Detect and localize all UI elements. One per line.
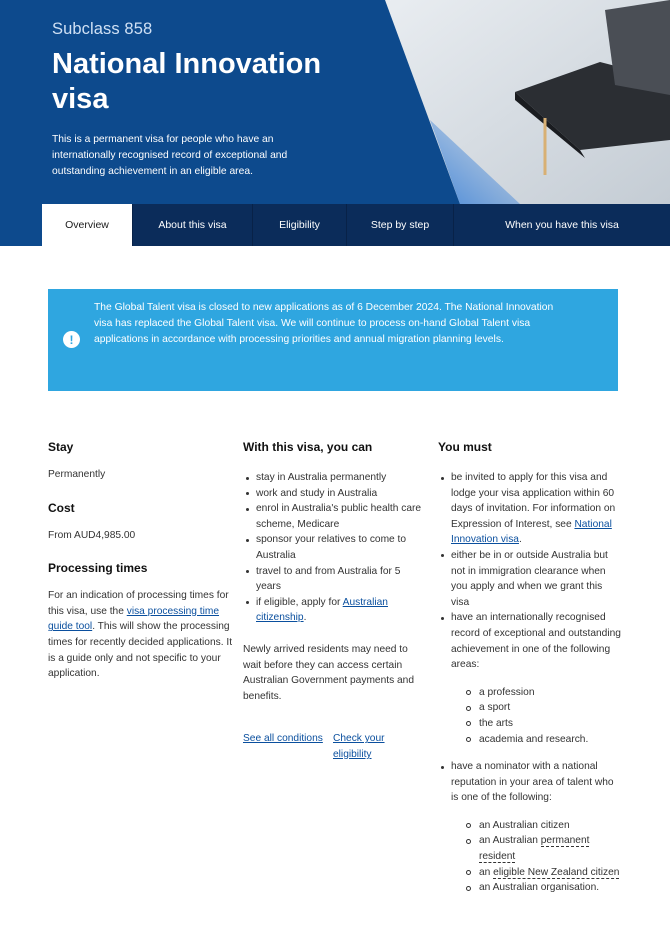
check-eligibility-link[interactable]: Check your eligibility bbox=[333, 733, 385, 760]
list-item: work and study in Australia bbox=[243, 486, 423, 502]
page-title: National Innovation visa bbox=[52, 48, 322, 115]
list-item: sponsor your relatives to come to Australia bbox=[243, 532, 423, 563]
visa-subclass: Subclass 858 bbox=[52, 20, 153, 38]
eligible-nz-citizen-term[interactable]: eligible New Zealand citizen bbox=[493, 866, 620, 878]
you-must bbox=[438, 440, 623, 908]
tab-overview[interactable]: Overview bbox=[42, 204, 133, 246]
hero-description: This is a permanent visa for people who have an internationally recognised record of exceptional and outstanding achievement in an eligible area. bbox=[52, 134, 288, 177]
list-item: academia and research. bbox=[451, 732, 623, 748]
list-item: an eligible New Zealand citizen bbox=[451, 865, 623, 881]
tab-about-this-visa[interactable]: About this visa bbox=[133, 204, 253, 246]
alert-text: The Global Talent visa is closed to new applications as of 6 December 2024. The National Innovation visa has replaced the Global Talent visa. We will continue to process on-hand Global Talent visa applications in accordance with processing priorities and annual migration planning levels. bbox=[94, 302, 554, 345]
stay-heading: Stay bbox=[48, 440, 74, 454]
tab-eligibility[interactable]: Eligibility bbox=[253, 204, 347, 246]
permanent-resident-term[interactable]: permanent resident bbox=[479, 835, 590, 863]
areas-list bbox=[451, 685, 623, 747]
list-item: a sport bbox=[451, 700, 623, 716]
list-item: be invited to apply for this visa and lodge your visa application within 60 days of invitation. For information on Expression of Interest, see National Innovation visa. bbox=[438, 470, 623, 548]
conditions-links bbox=[243, 731, 423, 762]
list-item: if eligible, apply for Australian citizenship. bbox=[243, 595, 423, 626]
tab-bar bbox=[42, 204, 670, 246]
list-item: either be in or outside Australia but not in immigration clearance when you apply and when we grant this visa bbox=[438, 548, 623, 610]
list-item: an Australian permanent resident bbox=[451, 833, 623, 864]
list-item: have a nominator with a national reputation in your area of talent who is one of the following: an Australian citizen an Australian permanent resident an eligible New Zealand citizen an Australian organisation. bbox=[438, 759, 623, 896]
tab-when-you-have-this-visa[interactable]: When you have this visa bbox=[505, 219, 619, 231]
cost-heading: Cost bbox=[48, 500, 75, 515]
requirements-list bbox=[438, 470, 623, 896]
list-item: a profession bbox=[451, 685, 623, 701]
list-item: travel to and from Australia for 5 years bbox=[243, 564, 423, 595]
tab-step-by-step[interactable]: Step by step bbox=[347, 204, 454, 246]
benefits-list bbox=[243, 470, 423, 626]
processing-time-guide-link[interactable]: visa processing time guide tool bbox=[48, 605, 220, 633]
visa-summary bbox=[48, 440, 233, 682]
citizenship-link[interactable]: Australian citizenship bbox=[256, 596, 388, 624]
national-innovation-visa-link[interactable]: National Innovation visa bbox=[451, 518, 612, 546]
processing-heading: Processing times bbox=[48, 561, 148, 576]
list-item: an Australian organisation. bbox=[451, 880, 623, 896]
nominator-list bbox=[451, 818, 623, 896]
list-item: enrol in Australia's public health care scheme, Medicare bbox=[243, 501, 423, 532]
list-item: have an internationally recognised record of exceptional and outstanding achievement in one of the following areas: a profession a sport the arts academia and research. bbox=[438, 610, 623, 747]
residents-note: Newly arrived residents may need to wait before they can access certain Australian Government payments and benefits. bbox=[243, 643, 415, 702]
list-item: the arts bbox=[451, 716, 623, 732]
exclamation-icon: ! bbox=[63, 331, 80, 348]
see-all-conditions-link[interactable]: See all conditions bbox=[243, 733, 323, 745]
closure-alert bbox=[48, 289, 618, 391]
cost-value: From AUD4,985.00 bbox=[48, 529, 136, 541]
stay-value: Permanently bbox=[48, 469, 106, 480]
list-item: stay in Australia permanently bbox=[243, 470, 423, 486]
with-visa-heading: With this visa, you can bbox=[243, 440, 373, 454]
you-must-heading: You must bbox=[438, 440, 492, 454]
with-this-visa bbox=[243, 440, 423, 763]
processing-text: For an indication of processing times for this visa, use the visa processing time guide tool. This will show the processing times for recently decided applications. It is a guide only and not specific to your application. bbox=[48, 590, 233, 680]
list-item: an Australian citizen bbox=[451, 818, 623, 834]
